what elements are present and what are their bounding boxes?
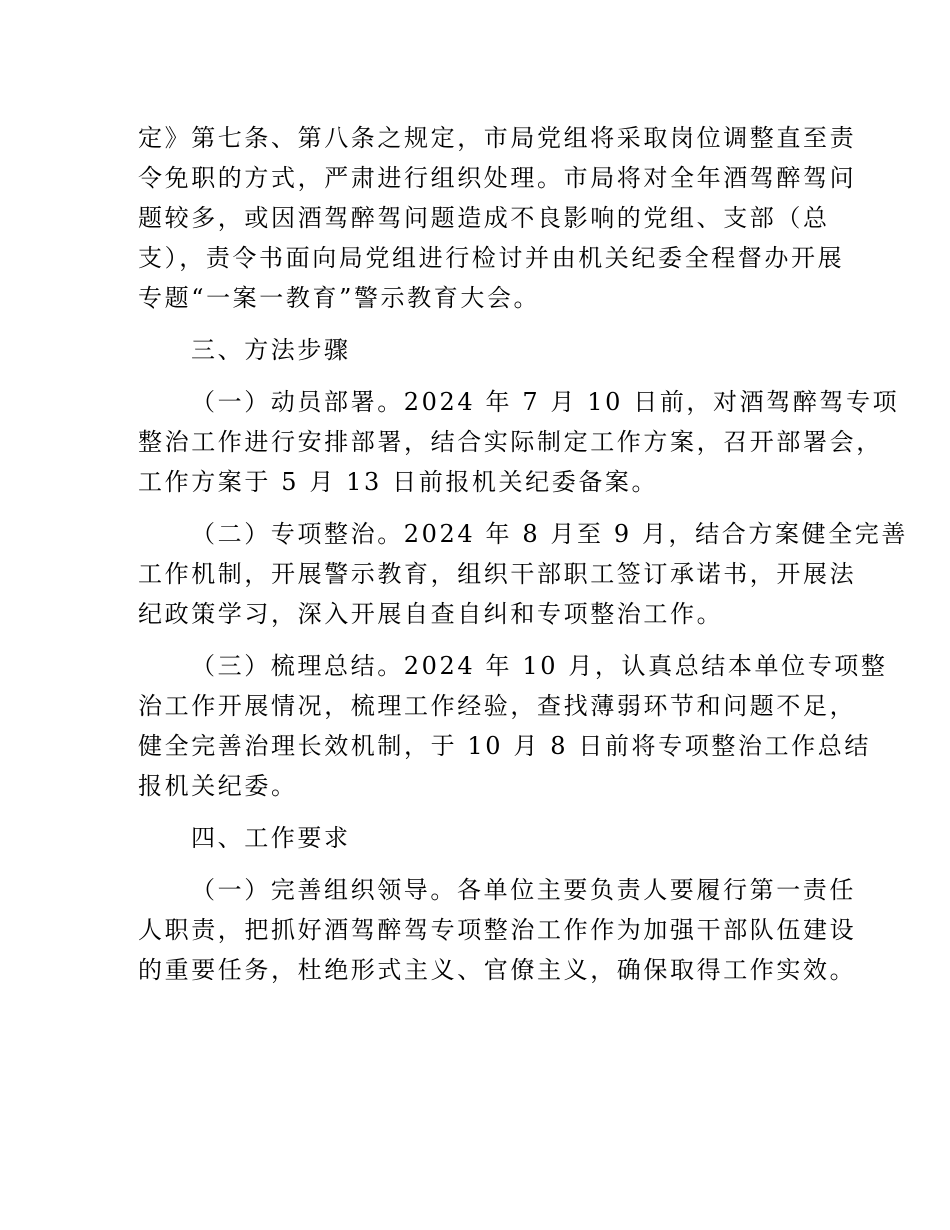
text-line: 专题“一案一教育”警示教育大会。 — [138, 284, 541, 312]
text-line: （三）梳理总结。2024 年 10 月，认真总结本单位专项整 — [191, 652, 888, 680]
text-line: （一）动员部署。2024 年 7 月 10 日前，对酒驾醉驾专项 — [191, 388, 900, 416]
heading-text: 四、工作要求 — [191, 824, 351, 852]
heading-text: 三、方法步骤 — [191, 336, 351, 364]
paragraph-organization-leadership — [138, 870, 857, 990]
text-line: 治工作开展情况，梳理工作经验，查找薄弱环节和问题不足， — [138, 692, 857, 720]
text-line: （二）专项整治。2024 年 8 月至 9 月，结合方案健全完善 — [191, 520, 908, 548]
paragraph-summary — [138, 646, 888, 806]
text-line: 定》第七条、第八条之规定，市局党组将采取岗位调整直至责 — [138, 124, 857, 152]
section-heading-methods — [138, 330, 814, 370]
paragraph-continuation — [138, 118, 857, 318]
section-heading-requirements — [138, 818, 814, 858]
text-line: 令免职的方式，严肃进行组织处理。市局将对全年酒驾醉驾问 — [138, 164, 857, 192]
text-line: 支），责令书面向局党组进行检讨并由机关纪委全程督办开展 — [138, 244, 845, 272]
paragraph-special-rectification — [138, 514, 908, 634]
paragraph-mobilization — [138, 382, 900, 502]
text-line: 纪政策学习，深入开展自查自纠和专项整治工作。 — [138, 600, 724, 628]
document-body — [138, 118, 908, 1002]
text-line: 健全完善治理长效机制，于 10 月 8 日前将专项整治工作总结 — [138, 732, 871, 760]
text-line: 人职责，把抓好酒驾醉驾专项整治工作作为加强干部队伍建设 — [138, 916, 857, 944]
text-line: 报机关纪委。 — [138, 772, 298, 800]
text-line: 工作机制，开展警示教育，组织干部职工签订承诺书，开展法 — [138, 560, 857, 588]
text-line: 工作方案于 5 月 13 日前报机关纪委备案。 — [138, 468, 659, 496]
text-line: 的重要任务，杜绝形式主义、官僚主义，确保取得工作实效。 — [138, 956, 857, 984]
text-line: 题较多，或因酒驾醉驾问题造成不良影响的党组、支部（总 — [138, 204, 830, 232]
text-line: （一）完善组织领导。各单位主要负责人要履行第一责任 — [191, 876, 856, 904]
text-line: 整治工作进行安排部署，结合实际制定工作方案，召开部署会， — [138, 428, 883, 456]
